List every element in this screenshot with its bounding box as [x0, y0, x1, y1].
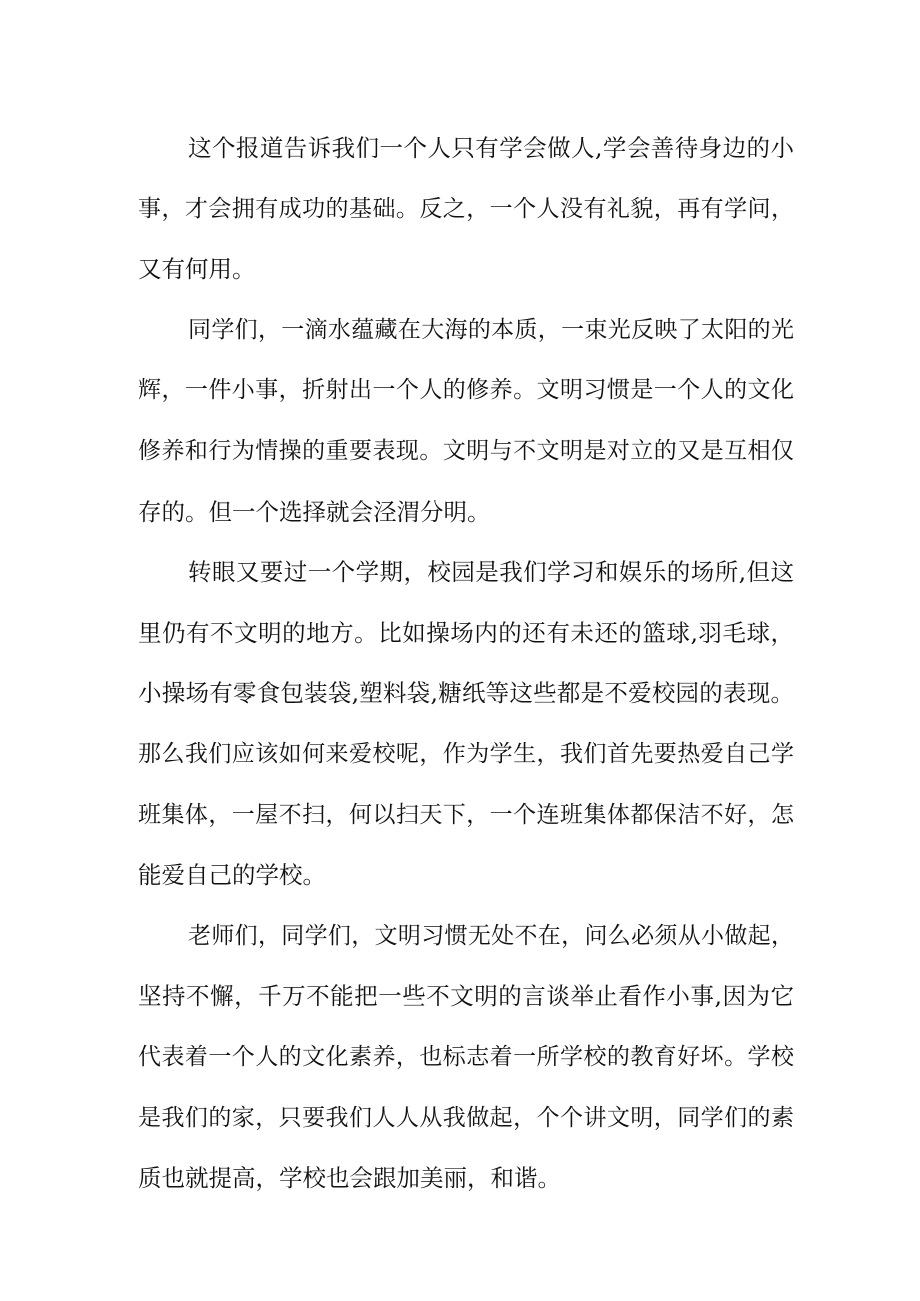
- paragraph-line: 是我们的家，只要我们人人从我做起，个个讲文明，同学们的素: [138, 1104, 794, 1131]
- paragraph-line: 又有何用。: [138, 255, 256, 284]
- paragraph-line: 代表着一个人的文化素养，也标志着一所学校的教育好坏。学校: [138, 1043, 794, 1070]
- paragraph-line: 同学们，一滴水蕴藏在大海的本质，一束光反映了太阳的光: [188, 316, 794, 343]
- paragraph-line: 辉，一件小事，折射出一个人的修养。文明习惯是一个人的文化: [138, 377, 794, 404]
- paragraph-line: 里仍有不文明的地方。比如操场内的还有未还的篮球,羽毛球，: [138, 618, 794, 647]
- paragraph-line: 质也就提高，学校也会跟加美丽，和谐。: [138, 1164, 561, 1193]
- paragraph-line: 小操场有零食包装袋,塑料袋,糖纸等这些都是不爱校园的表现。: [138, 679, 794, 708]
- paragraph-line: 班集体，一屋不扫，何以扫天下，一个连班集体都保洁不好，怎: [138, 801, 794, 828]
- paragraph-line: 转眼又要过一个学期，校园是我们学习和娱乐的场所,但这: [188, 558, 794, 587]
- paragraph-line: 事，才会拥有成功的基础。反之，一个人没有礼貌，再有学问，: [138, 195, 794, 222]
- paragraph-line: 存的。但一个选择就会泾渭分明。: [138, 497, 491, 526]
- paragraph-line: 这个报道告诉我们一个人只有学会做人,学会善待身边的小: [188, 134, 794, 162]
- paragraph-line: 老师们，同学们，文明习惯无处不在，问么必须从小做起，: [188, 922, 794, 949]
- document-body: [138, 118, 794, 1209]
- paragraph-line: 修养和行为情操的重要表现。文明与不文明是对立的又是互相仅: [138, 437, 794, 464]
- paragraph-line: 坚持不懈，千万不能把一些不文明的言谈举止看作小事,因为它: [138, 982, 794, 1011]
- paragraph-line: 能爱自己的学校。: [138, 861, 326, 890]
- paragraph-line: 那么我们应该如何来爱校呢，作为学生，我们首先要热爱自己学: [138, 740, 794, 767]
